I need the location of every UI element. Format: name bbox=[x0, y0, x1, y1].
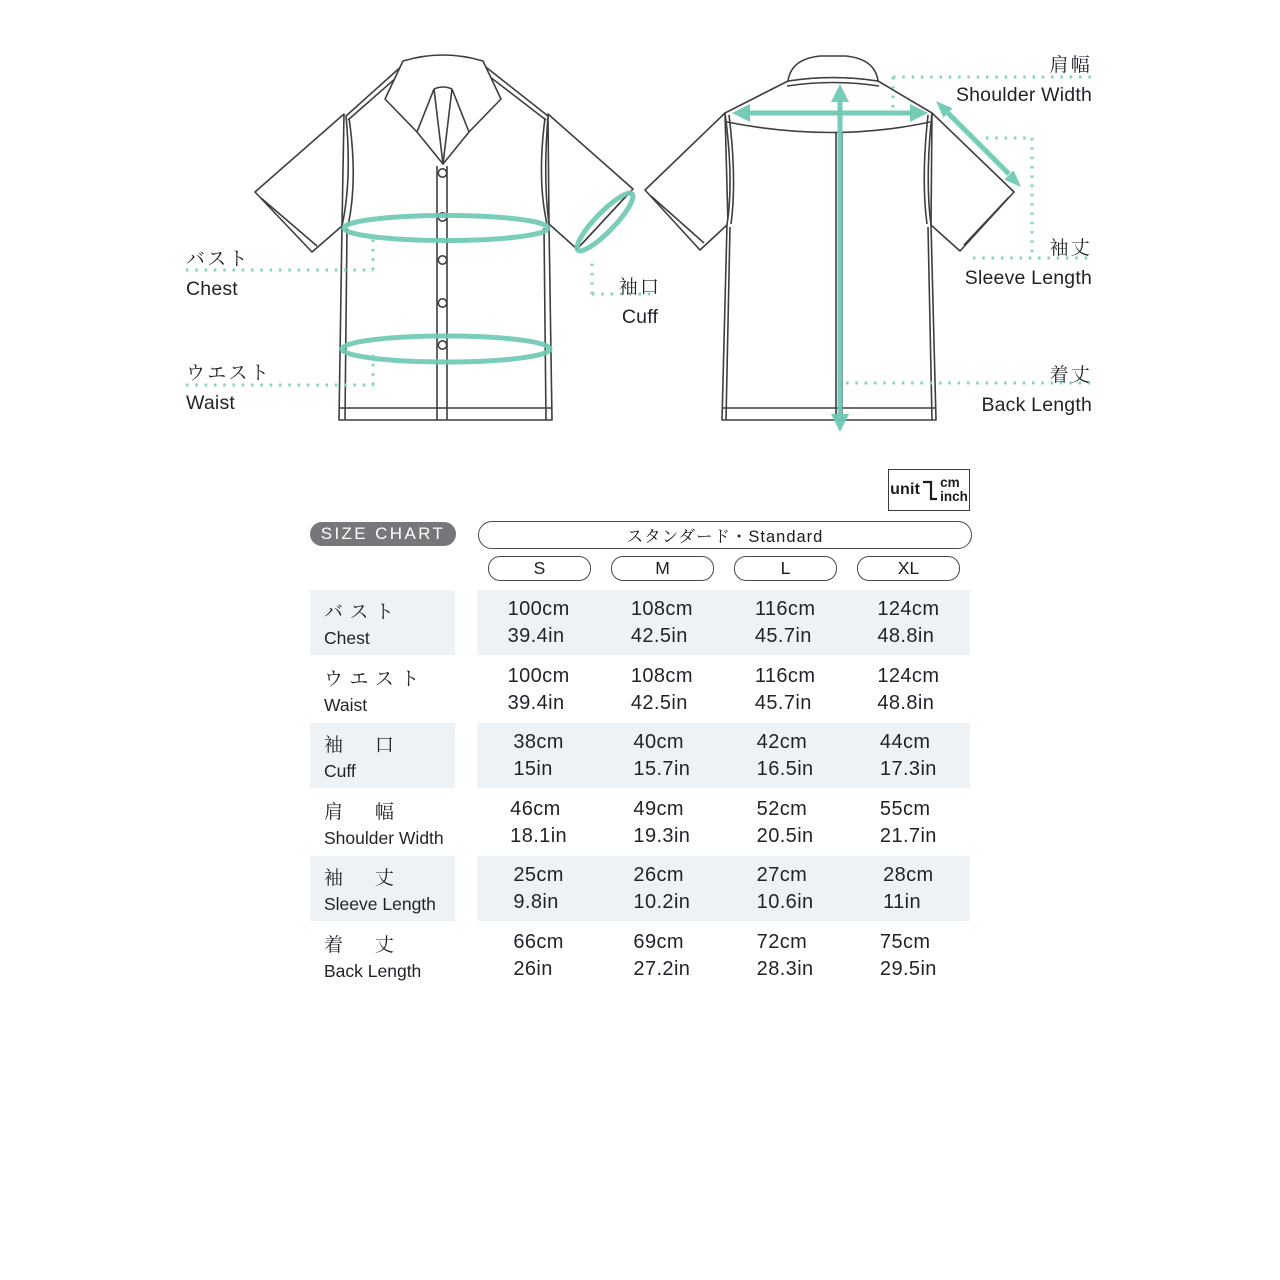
row-values: 46cm 18.1in 49cm 19.3in 52cm 20.5in 55cm 21.7in bbox=[510, 797, 937, 847]
sleeve-length-label bbox=[965, 233, 1092, 290]
waist-label-en: Waist bbox=[186, 392, 236, 414]
table-row-shoulder-width bbox=[310, 790, 970, 855]
row-label-jp: 袖 丈 bbox=[324, 868, 401, 889]
row-label-jp: ウエスト bbox=[324, 668, 426, 690]
measurement-marks bbox=[186, 77, 1092, 432]
cuff-label-en: Cuff bbox=[621, 306, 659, 328]
size-pill-xl: XL bbox=[857, 556, 960, 581]
table-row-waist bbox=[310, 657, 970, 722]
row-label-jp: 着 丈 bbox=[324, 934, 401, 956]
unit-bracket-icon bbox=[923, 477, 937, 503]
waist-label bbox=[186, 358, 271, 415]
back-length-label-en: Back Length bbox=[981, 394, 1092, 416]
back-length-label-jp: 着丈 bbox=[1049, 365, 1092, 386]
row-label-jp: 肩 幅 bbox=[324, 801, 401, 823]
size-pill-s: S bbox=[488, 556, 591, 581]
row-label-en: Shoulder Width bbox=[324, 827, 444, 848]
row-label-jp: バスト bbox=[324, 602, 401, 623]
unit-values bbox=[940, 476, 968, 504]
sleeve-length-label-jp: 袖丈 bbox=[1049, 238, 1092, 259]
row-values: 66cm 26in 69cm 27.2in 72cm 28.3in 75cm 29.5in bbox=[513, 930, 937, 980]
row-values: 38cm 15in 40cm 15.7in 42cm 16.5in 44cm 17.3in bbox=[477, 723, 970, 788]
row-label-en: Chest bbox=[324, 628, 370, 648]
back-length-label bbox=[981, 360, 1092, 417]
shirt-measurement-diagram bbox=[0, 0, 1280, 460]
row-label-en: Waist bbox=[324, 694, 368, 715]
size-pill-l: L bbox=[734, 556, 837, 581]
row-label bbox=[310, 923, 455, 988]
table-row-back-length bbox=[310, 923, 970, 988]
unit-word: unit bbox=[890, 481, 921, 498]
waist-label-jp: ウエスト bbox=[186, 363, 272, 384]
row-values: 100cm 39.4in 108cm 42.5in 116cm 45.7in 124cm 48.8in bbox=[477, 590, 970, 655]
unit-cm: cm bbox=[940, 474, 960, 490]
row-label bbox=[310, 590, 455, 655]
row-label-jp: 袖 口 bbox=[324, 735, 401, 756]
row-label bbox=[310, 657, 455, 722]
table-row-cuff bbox=[310, 723, 970, 788]
chest-label-jp: バスト bbox=[186, 249, 250, 270]
chest-label-en: Chest bbox=[186, 278, 238, 300]
row-label bbox=[310, 723, 455, 788]
row-label-en: Sleeve Length bbox=[324, 894, 436, 914]
cuff-label-jp: 袖口 bbox=[618, 277, 662, 298]
sleeve-length-label-en: Sleeve Length bbox=[964, 267, 1092, 289]
size-header-row bbox=[478, 556, 970, 580]
table-row-sleeve-length bbox=[310, 856, 970, 921]
style-name-box: スタンダード・Standard bbox=[478, 521, 972, 549]
unit-inch: inch bbox=[940, 489, 968, 504]
shoulder-width-label-en: Shoulder Width bbox=[955, 84, 1092, 106]
row-label bbox=[310, 790, 455, 855]
size-chart-title-pill: SIZE CHART bbox=[310, 522, 456, 546]
row-label bbox=[310, 856, 455, 921]
cuff-label bbox=[595, 272, 685, 329]
row-label-en: Back Length bbox=[324, 960, 422, 981]
unit-legend-box bbox=[888, 469, 970, 511]
row-values: 100cm 39.4in 108cm 42.5in 116cm 45.7in 124cm 48.8in bbox=[507, 664, 940, 714]
size-pill-m: M bbox=[611, 556, 714, 581]
shoulder-width-label bbox=[956, 50, 1092, 107]
row-values: 25cm 9.8in 26cm 10.2in 27cm 10.6in 28cm 11in bbox=[477, 856, 970, 921]
row-label-en: Cuff bbox=[324, 761, 356, 781]
chest-label bbox=[186, 244, 250, 301]
front-shirt bbox=[255, 55, 633, 420]
shoulder-width-label-jp: 肩幅 bbox=[1049, 55, 1092, 76]
table-row-chest bbox=[310, 590, 970, 655]
